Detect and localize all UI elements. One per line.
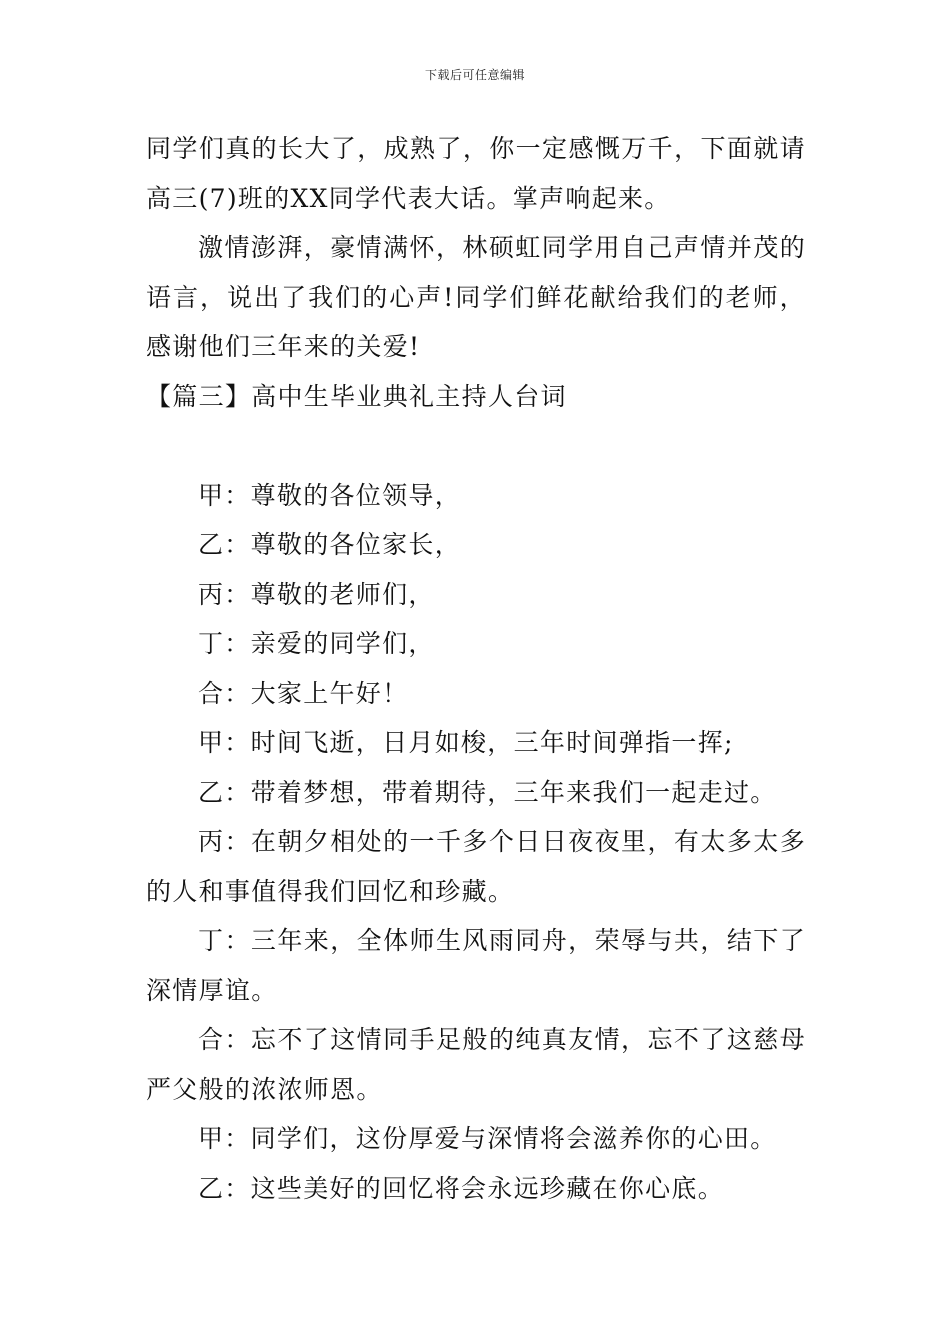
dialogue-line: 乙：这些美好的回忆将会永远珍藏在你心底。: [198, 1173, 725, 1203]
dialogue-line: 合：大家上午好！: [198, 678, 409, 708]
dialogue-line: 丁：亲爱的同学们，: [198, 629, 435, 658]
dialogue-line: 甲：时间飞逝，日月如梭，三年时间弹指一挥;: [198, 728, 734, 757]
page-header: 下载后可任意编辑: [424, 68, 525, 82]
section-heading: 【篇三】高中生毕业典礼主持人台词: [146, 381, 567, 411]
dialogue-line: 丙：尊敬的老师们，: [198, 579, 435, 609]
dialogue-line: 甲：尊敬的各位领导，: [198, 480, 462, 510]
paragraph: 同学们真的长大了，成熟了，你一定感慨万千，下面就请高三(7)班的XX同学代表大话。掌声响起来。: [146, 134, 806, 213]
dialogue-line: 丁：三年来，全体师生风雨同舟，荣辱与共，结下了深情厚谊。: [146, 926, 806, 1005]
dialogue-line: 丙：在朝夕相处的一千多个日日夜夜里，有太多太多的人和事值得我们回忆和珍藏。: [146, 827, 806, 906]
dialogue-line: 乙：尊敬的各位家长，: [198, 530, 462, 559]
dialogue-line: 甲：同学们，这份厚爱与深情将会滋养你的心田。: [198, 1124, 777, 1153]
paragraph: 激情澎湃，豪情满怀，林硕虹同学用自己声情并茂的语言，说出了我们的心声!同学们鲜花献给我们的老师，感谢他们三年来的关爱!: [146, 233, 806, 361]
dialogue-line: 合：忘不了这情同手足般的纯真友情，忘不了这慈母严父般的浓浓师恩。: [146, 1025, 806, 1104]
dialogue-line: 乙：带着梦想，带着期待，三年来我们一起走过。: [198, 777, 777, 807]
document-body: [146, 124, 806, 1213]
blank-line: [146, 421, 806, 471]
